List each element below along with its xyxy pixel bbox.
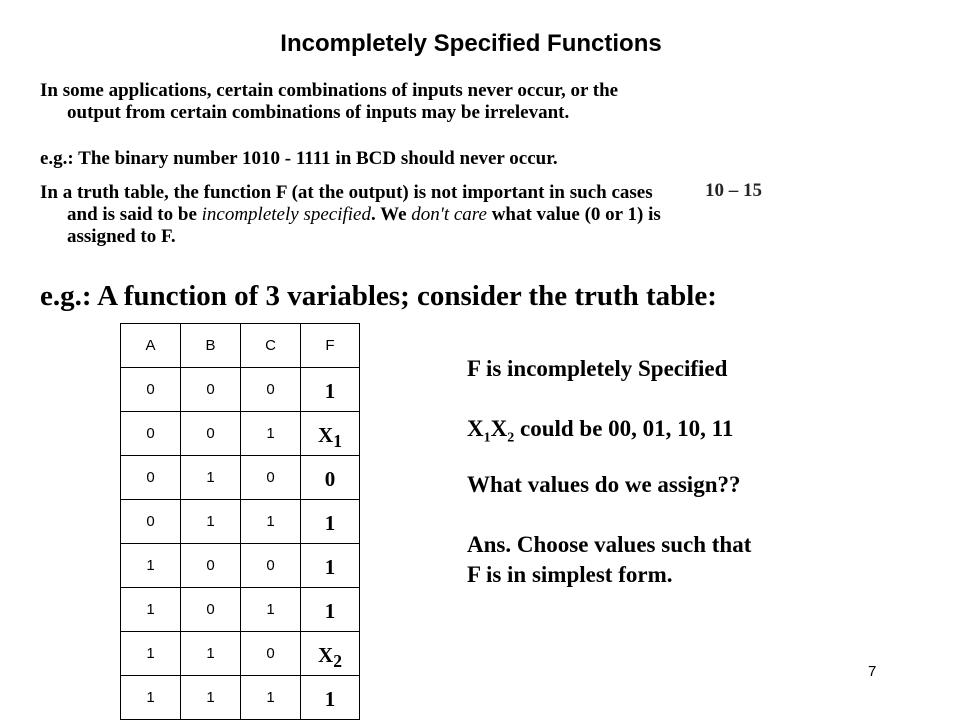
f-value: 1 [324, 554, 336, 579]
paragraph-applications [40, 80, 920, 124]
cell-a: 0 [121, 412, 181, 456]
cell-c: 1 [241, 676, 301, 720]
example-heading: e.g.: A function of 3 variables; consider the truth table: [40, 280, 717, 312]
cell-b: 1 [181, 500, 241, 544]
f-subscript: 1 [333, 431, 342, 451]
cell-b: 1 [181, 456, 241, 500]
note-text: could be 00, 01, 10, 11 [514, 416, 734, 441]
cell-a: 0 [121, 456, 181, 500]
x-variable: X [490, 416, 508, 441]
text-fragment: what value (0 or 1) is [486, 204, 661, 225]
x-variable: X [467, 416, 484, 441]
paragraph-line [40, 204, 920, 226]
cell-c: 0 [241, 544, 301, 588]
cell-f [301, 456, 360, 500]
cell-b: 1 [181, 632, 241, 676]
cell-f [301, 676, 360, 720]
cell-a: 0 [121, 500, 181, 544]
cell-c: 0 [241, 456, 301, 500]
x-subscript: 1 [483, 430, 491, 446]
cell-f [301, 500, 360, 544]
header-cell-b: B [181, 324, 241, 368]
cell-c: 1 [241, 500, 301, 544]
cell-b: 0 [181, 412, 241, 456]
note-answer [467, 530, 751, 590]
cell-f [301, 368, 360, 412]
emphasis-incompletely-specified: incompletely specified [201, 204, 371, 225]
f-value: 1 [324, 510, 336, 535]
table-row [121, 500, 360, 544]
f-value: X [318, 642, 334, 667]
f-value: 1 [324, 598, 336, 623]
table-row [121, 368, 360, 412]
paragraph-line: output from certain combinations of inputs may be irrelevant. [67, 102, 570, 123]
text-fragment: . We [370, 204, 412, 225]
cell-f [301, 588, 360, 632]
cell-f [301, 632, 360, 676]
f-value: 1 [324, 378, 336, 403]
header-cell-c: C [241, 324, 301, 368]
x-subscript: 2 [507, 430, 515, 446]
table-row [121, 544, 360, 588]
table-row [121, 456, 360, 500]
f-subscript: 2 [333, 651, 342, 671]
cell-f [301, 412, 360, 456]
note-question: What values do we assign?? [467, 472, 741, 497]
paragraph-bcd-example: e.g.: The binary number 1010 - 1111 in BCD should never occur. [40, 148, 558, 169]
answer-line: Ans. Choose values such that [467, 532, 752, 557]
cell-c: 0 [241, 632, 301, 676]
f-value: X [318, 422, 334, 447]
answer-line: F is in simplest form. [467, 562, 673, 587]
note-incompletely-specified: F is incompletely Specified [467, 356, 728, 381]
page-number: 7 [868, 663, 877, 680]
paragraph-incomplete [40, 182, 920, 248]
cell-b: 0 [181, 544, 241, 588]
cell-c: 0 [241, 368, 301, 412]
table-row [121, 676, 360, 720]
cell-a: 1 [121, 588, 181, 632]
cell-c: 1 [241, 588, 301, 632]
table-row [121, 588, 360, 632]
cell-b: 0 [181, 368, 241, 412]
f-value: 1 [324, 686, 336, 711]
paragraph-line: In some applications, certain combinations of inputs never occur, or the [40, 80, 619, 101]
f-value: 0 [324, 466, 336, 491]
paragraph-line: assigned to F. [67, 226, 176, 247]
header-cell-f: F [301, 324, 360, 368]
page-title: Incompletely Specified Functions [280, 30, 662, 57]
cell-a: 1 [121, 676, 181, 720]
text-fragment: and is said to be [67, 204, 202, 225]
paragraph-line: In a truth table, the function F (at the output) is not important in such cases [40, 182, 653, 203]
emphasis-dont-care: don't care [411, 204, 487, 225]
cell-a: 0 [121, 368, 181, 412]
cell-a: 1 [121, 544, 181, 588]
truth-table-header-row [121, 324, 360, 368]
overlay-range-text: 10 – 15 [705, 180, 762, 201]
table-row [121, 632, 360, 676]
cell-f [301, 544, 360, 588]
table-row [121, 412, 360, 456]
cell-c: 1 [241, 412, 301, 456]
truth-table [120, 323, 360, 720]
cell-b: 1 [181, 676, 241, 720]
cell-a: 1 [121, 632, 181, 676]
header-cell-a: A [121, 324, 181, 368]
cell-b: 0 [181, 588, 241, 632]
note-x1x2-values [467, 414, 733, 454]
